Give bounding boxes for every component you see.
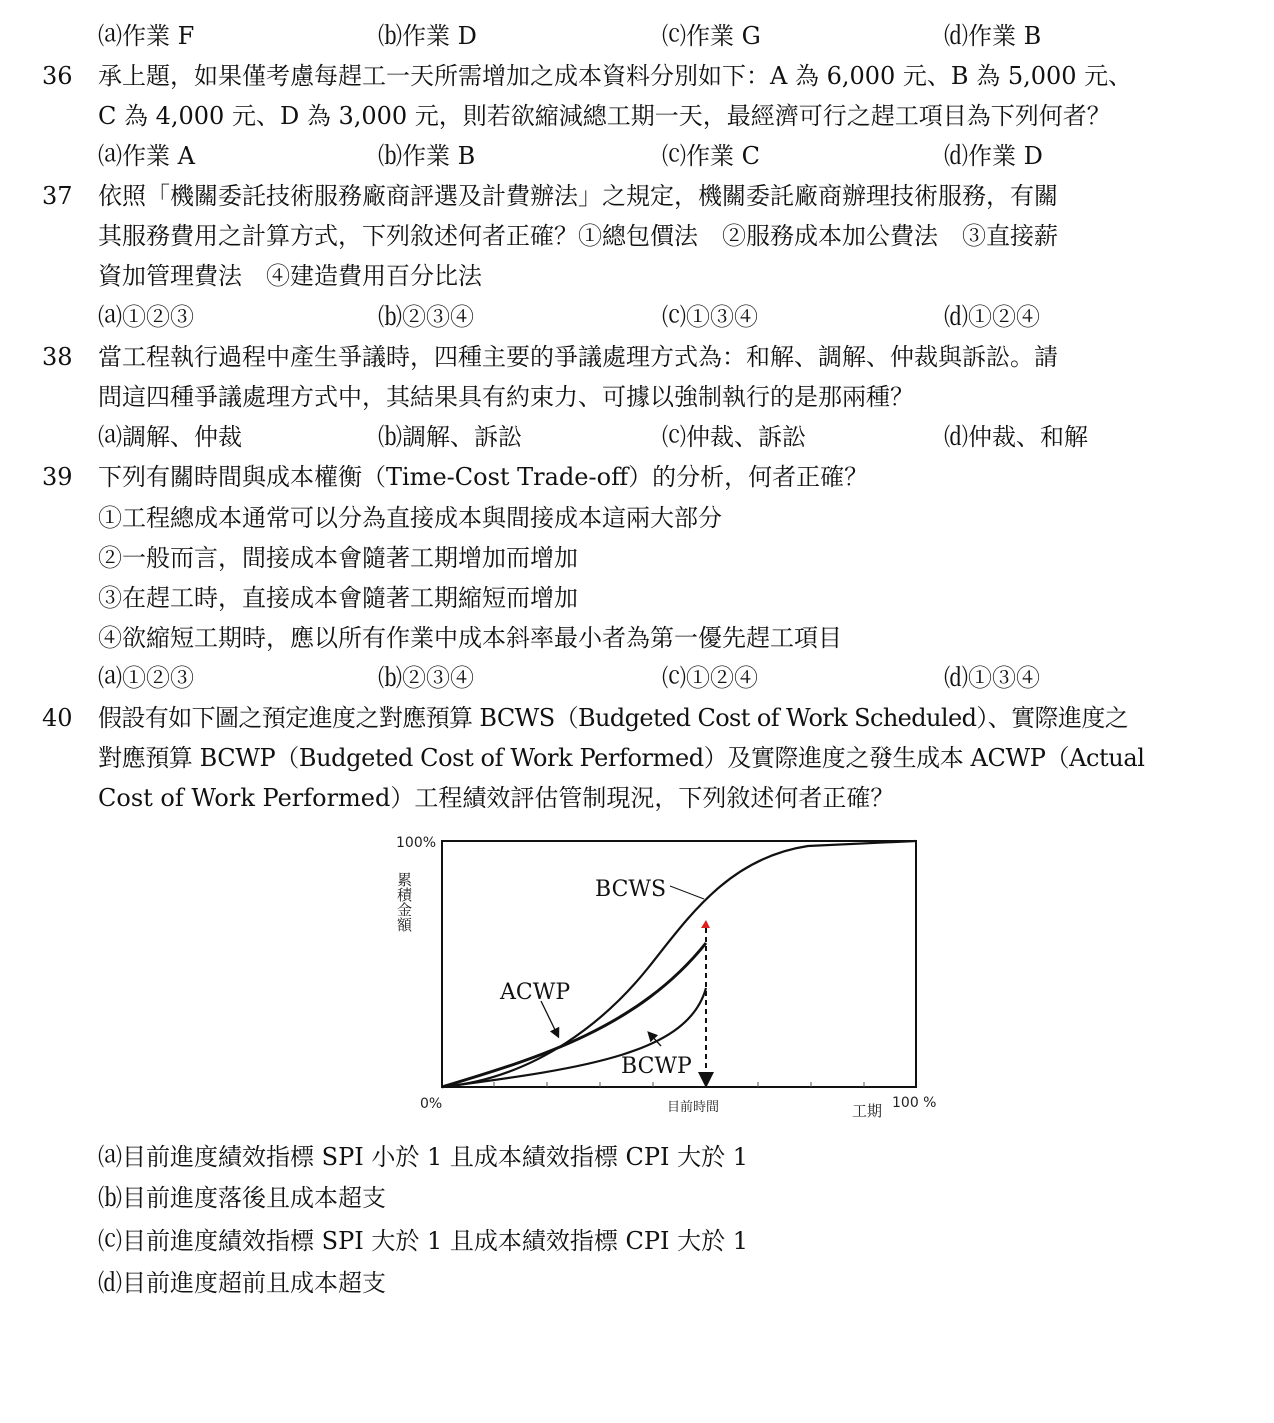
q39-option-b[interactable]: ⒝②③④ <box>378 664 474 692</box>
bcws-leader <box>670 886 704 899</box>
question-text-line: 依照「機關委託技術服務廠商評選及計費辦法」之規定，機關委託廠商辦理技術服務，有關 <box>98 182 1058 210</box>
q36-options <box>0 136 1274 176</box>
q35-option-b[interactable]: ⒝作業 D <box>378 22 477 50</box>
q37-option-d[interactable]: ⒟①②④ <box>944 303 1040 331</box>
q37-option-b[interactable]: ⒝②③④ <box>378 303 474 331</box>
question-number: 37 <box>42 182 73 210</box>
q38-option-c[interactable]: ⒞仲裁、訴訟 <box>662 423 806 451</box>
curve-label-bcwp: BCWP <box>621 1054 692 1079</box>
q38-option-b[interactable]: ⒝調解、訴訟 <box>378 423 522 451</box>
question-text-line: 假設有如下圖之預定進度之對應預算 BCWS（Budgeted Cost of Work Scheduled）、實際進度之 <box>98 704 1129 732</box>
x-origin-label: 0% <box>420 1096 443 1112</box>
x-end-label: 100 % <box>892 1095 937 1111</box>
question-text-line: 問這四種爭議處理方式中，其結果具有約束力、可據以強制執行的是那兩種？ <box>98 383 914 411</box>
q37-option-c[interactable]: ⒞①③④ <box>662 303 758 331</box>
q37-option-a[interactable]: ⒜①②③ <box>98 303 194 331</box>
question-number: 38 <box>42 343 73 371</box>
question-text-line: 下列有關時間與成本權衡（Time-Cost Trade-off）的分析，何者正確？ <box>98 463 869 491</box>
q36-option-a[interactable]: ⒜作業 A <box>98 142 195 170</box>
statement-item: ②一般而言，間接成本會隨著工期增加而增加 <box>98 544 578 572</box>
question-text-line: 對應預算 BCWP（Budgeted Cost of Work Performed）及實際進度之發生成本 ACWP（Actual <box>98 744 1145 772</box>
question-text-line: 當工程執行過程中產生爭議時，四種主要的爭議處理方式為：和解、調解、仲裁與訴訟。請 <box>98 343 1058 371</box>
q40-option-c[interactable]: ⒞目前進度績效指標 SPI 大於 1 且成本績效指標 CPI 大於 1 <box>98 1227 749 1255</box>
q40-option-b[interactable]: ⒝目前進度落後且成本超支 <box>98 1184 386 1212</box>
x-axis-title: 工期 <box>852 1102 883 1120</box>
statement-item: ①工程總成本通常可以分為直接成本與間接成本這兩大部分 <box>98 504 722 532</box>
q38-options <box>0 417 1274 457</box>
y-top-label: 100% <box>396 835 437 851</box>
q39-option-d[interactable]: ⒟①③④ <box>944 664 1040 692</box>
q35-option-a[interactable]: ⒜作業 F <box>98 22 195 50</box>
q35-option-d[interactable]: ⒟作業 B <box>944 22 1042 50</box>
x-current-time-label: 目前時間 <box>667 1100 720 1115</box>
q37-options <box>0 297 1274 337</box>
q38-option-d[interactable]: ⒟仲裁、和解 <box>944 423 1088 451</box>
question-number: 39 <box>42 463 73 491</box>
statement-item: ④欲縮短工期時，應以所有作業中成本斜率最小者為第一優先趕工項目 <box>98 624 842 652</box>
question-text-line: 其服務費用之計算方式，下列敘述何者正確？①總包價法 ②服務成本加公費法 ③直接薪 <box>98 222 1058 250</box>
q35-option-c[interactable]: ⒞作業 G <box>662 22 761 50</box>
q39-option-a[interactable]: ⒜①②③ <box>98 664 194 692</box>
current-point-marker <box>701 920 710 928</box>
plot-frame <box>442 841 916 1087</box>
question-text-line: Cost of Work Performed）工程績效評估管制現況，下列敘述何者正確？ <box>98 784 895 812</box>
curve-label-acwp: ACWP <box>500 980 571 1005</box>
q36-option-c[interactable]: ⒞作業 C <box>662 142 760 170</box>
question-number: 36 <box>42 62 73 90</box>
earned-value-diagram <box>388 828 948 1128</box>
q35-options <box>0 16 1274 56</box>
question-text-line: C 為 4,000 元、D 為 3,000 元，則若欲縮減總工期一天，最經濟可行之趕工項目為下列何者？ <box>98 102 1111 130</box>
q38-option-a[interactable]: ⒜調解、仲裁 <box>98 423 242 451</box>
statement-item: ③在趕工時，直接成本會隨著工期縮短而增加 <box>98 584 578 612</box>
bcws-curve <box>442 841 916 1087</box>
question-text-line: 資加管理費法 ④建造費用百分比法 <box>98 262 482 290</box>
q39-options <box>0 658 1274 698</box>
y-axis-title: 累積金額 <box>395 872 413 932</box>
q40-option-d[interactable]: ⒟目前進度超前且成本超支 <box>98 1269 386 1297</box>
q40-option-a[interactable]: ⒜目前進度績效指標 SPI 小於 1 且成本績效指標 CPI 大於 1 <box>98 1143 749 1171</box>
acwp-leader <box>541 1001 558 1036</box>
q36-option-b[interactable]: ⒝作業 B <box>378 142 476 170</box>
question-number: 40 <box>42 704 73 732</box>
curve-label-bcws: BCWS <box>595 877 667 902</box>
question-text-line: 承上題，如果僅考慮每趕工一天所需增加之成本資料分別如下：A 為 6,000 元、B 為 5,000 元、 <box>98 62 1133 90</box>
q39-option-c[interactable]: ⒞①②④ <box>662 664 758 692</box>
q36-option-d[interactable]: ⒟作業 D <box>944 142 1043 170</box>
